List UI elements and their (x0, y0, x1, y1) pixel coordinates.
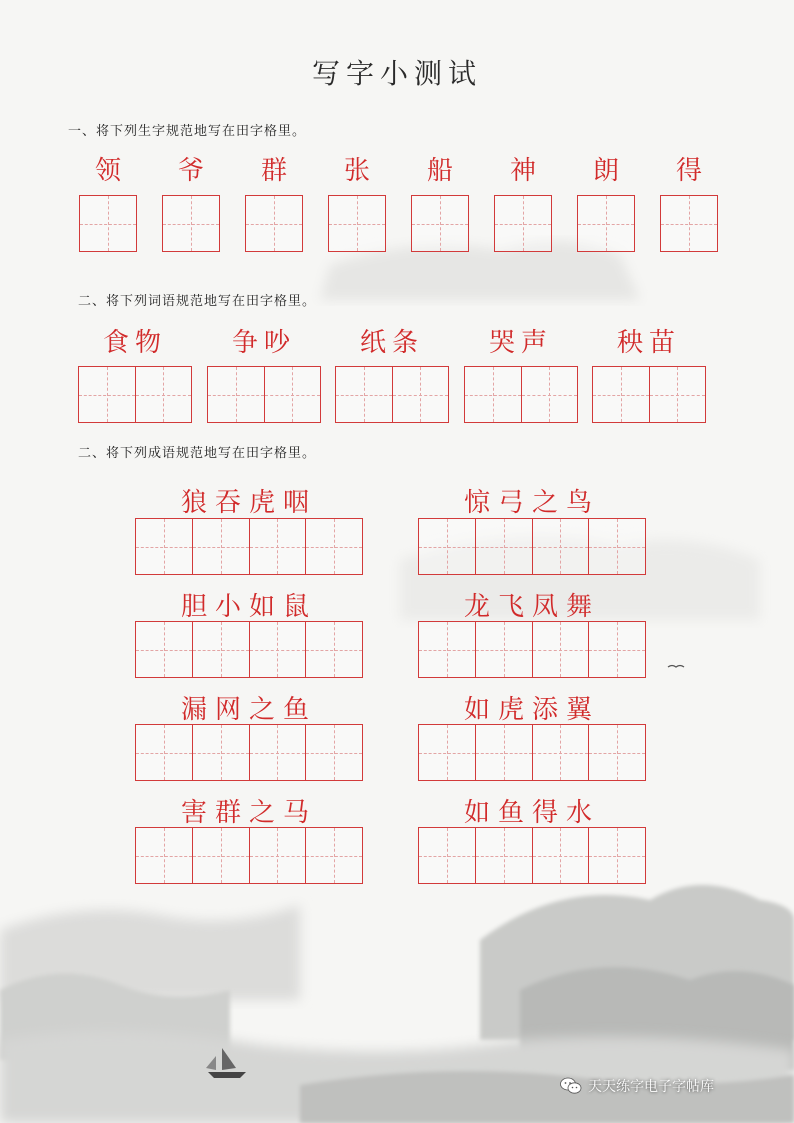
idiom-label: 龙飞凤舞 (463, 592, 600, 622)
tianzige-box[interactable] (335, 366, 449, 423)
watermark-text: 天天练字电子字帖库 (588, 1079, 714, 1095)
tianzige-box[interactable] (245, 195, 303, 252)
tianzige-box[interactable] (418, 724, 646, 781)
idiom-label: 惊弓之鸟 (463, 488, 600, 518)
tianzige-box[interactable] (418, 518, 646, 575)
char-label: 群 (260, 156, 287, 186)
watermark (560, 1076, 714, 1096)
tianzige-box[interactable] (592, 366, 706, 423)
tianzige-box[interactable] (464, 366, 578, 423)
idiom-label: 漏网之鱼 (180, 695, 317, 725)
tianzige-box[interactable] (418, 621, 646, 678)
tianzige-box[interactable] (418, 827, 646, 884)
tianzige-box[interactable] (135, 621, 363, 678)
char-label: 船 (426, 156, 453, 186)
word-label: 食物 (102, 328, 167, 358)
tianzige-box[interactable] (660, 195, 718, 252)
tianzige-box[interactable] (577, 195, 635, 252)
tianzige-box[interactable] (135, 724, 363, 781)
tianzige-box[interactable] (78, 366, 192, 423)
char-label: 领 (94, 156, 121, 186)
tianzige-box[interactable] (135, 827, 363, 884)
page-title: 写字小测试 (311, 57, 482, 90)
word-label: 秧苗 (616, 328, 681, 358)
section3-instruction: 二、将下列成语规范地写在田字格里。 (78, 446, 317, 461)
char-label: 张 (343, 156, 370, 186)
section1-instruction: 一、将下列生字规范地写在田字格里。 (68, 124, 307, 139)
char-label: 神 (509, 156, 536, 186)
wechat-icon (560, 1077, 582, 1095)
idiom-label: 如鱼得水 (463, 798, 600, 828)
idiom-label: 狼吞虎咽 (180, 488, 317, 518)
idiom-label: 害群之马 (180, 798, 317, 828)
tianzige-box[interactable] (328, 195, 386, 252)
tianzige-box[interactable] (207, 366, 321, 423)
tianzige-box[interactable] (79, 195, 137, 252)
char-label: 朗 (592, 156, 619, 186)
tianzige-box[interactable] (162, 195, 220, 252)
word-label: 争吵 (231, 328, 296, 358)
idiom-label: 胆小如鼠 (180, 592, 317, 622)
tianzige-box[interactable] (135, 518, 363, 575)
tianzige-box[interactable] (494, 195, 552, 252)
char-label: 爷 (177, 156, 204, 186)
section2-instruction: 二、将下列词语规范地写在田字格里。 (78, 294, 317, 309)
idiom-label: 如虎添翼 (463, 695, 600, 725)
word-label: 纸条 (359, 328, 424, 358)
tianzige-box[interactable] (411, 195, 469, 252)
char-label: 得 (675, 156, 702, 186)
word-label: 哭声 (488, 328, 553, 358)
